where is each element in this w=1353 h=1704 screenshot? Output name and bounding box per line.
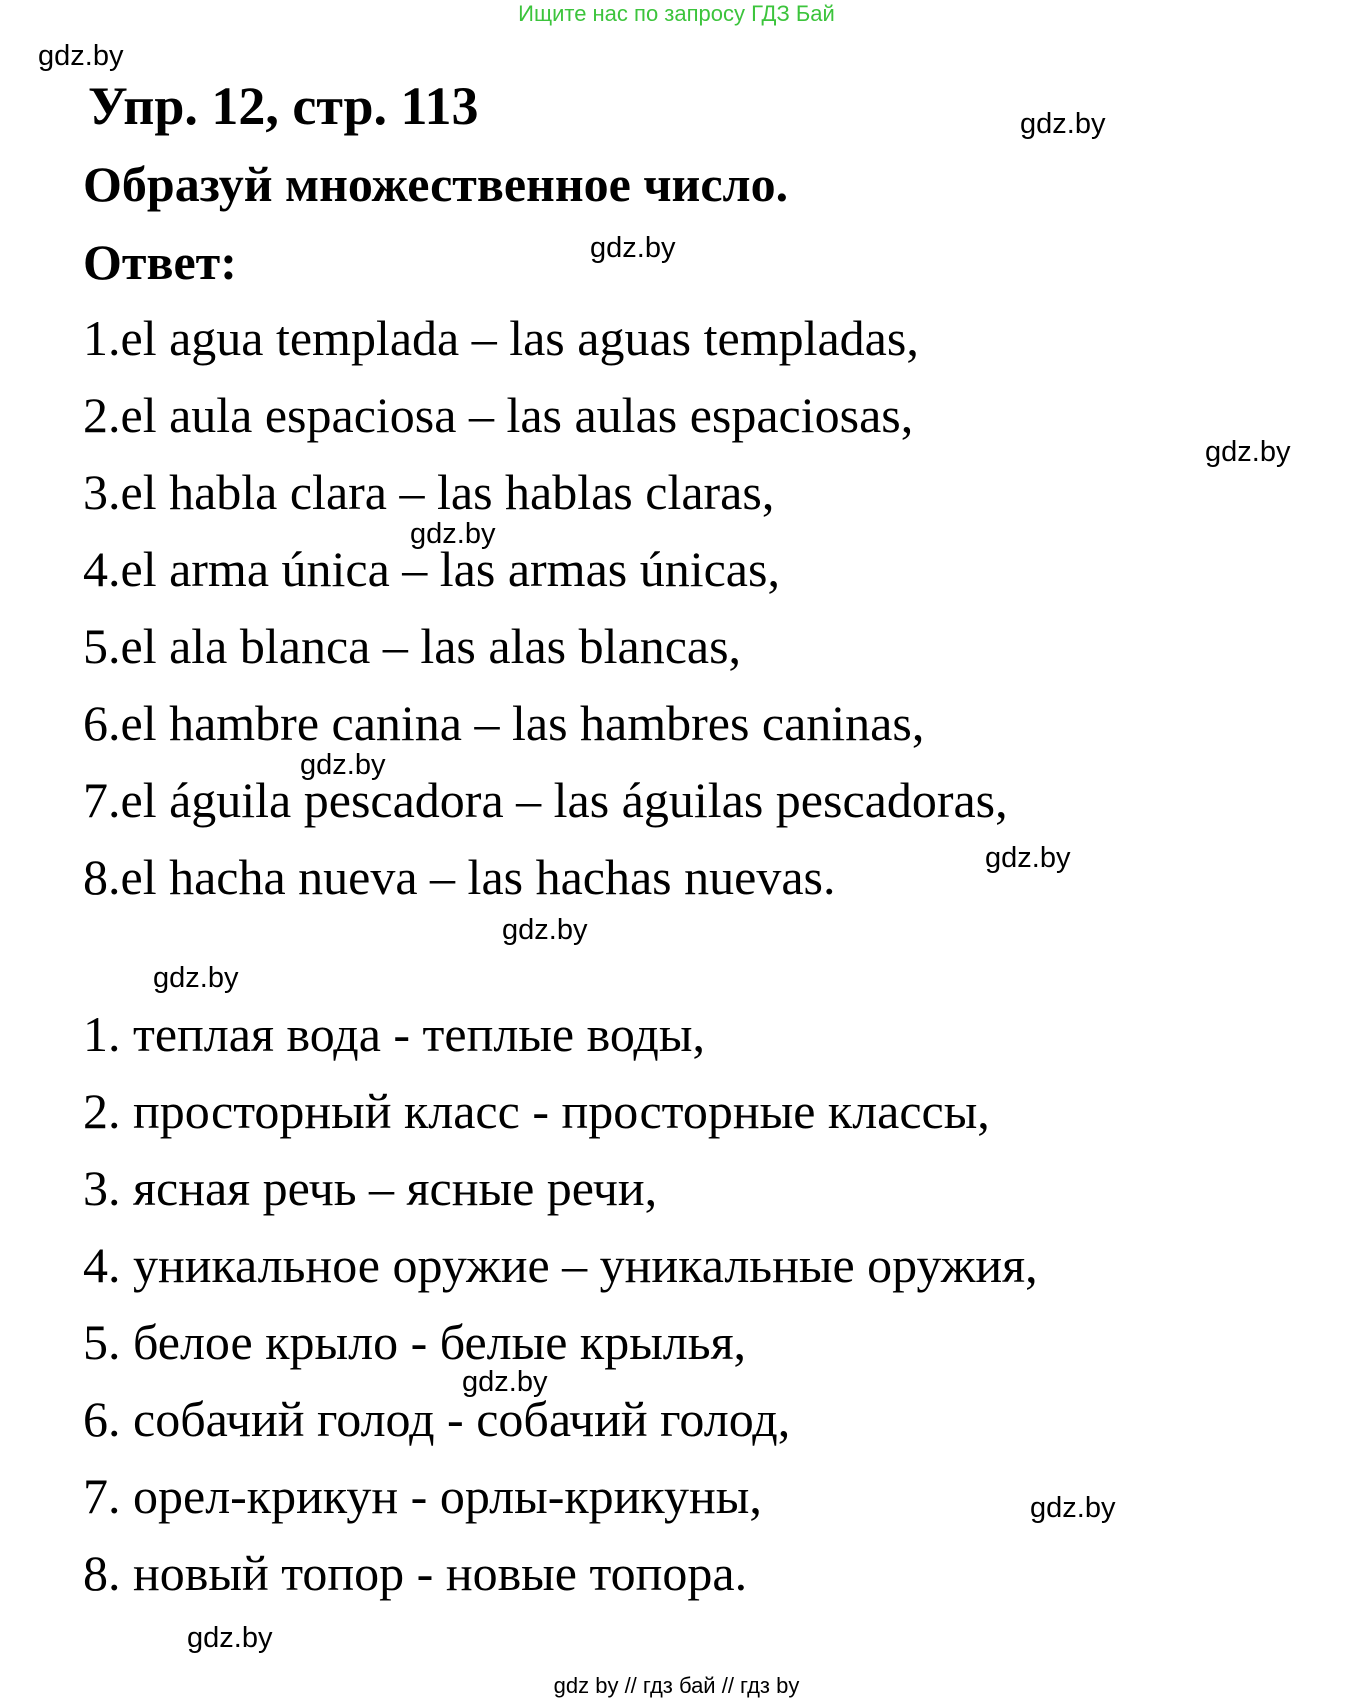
russian-line: 6. собачий голод - собачий голод,	[83, 1391, 791, 1447]
watermark: gdz.by	[410, 518, 496, 550]
watermark: gdz.by	[502, 914, 588, 946]
task-instruction: Образуй множественное число.	[83, 156, 789, 212]
watermark: gdz.by	[1020, 108, 1106, 140]
watermark: gdz.by	[590, 232, 676, 264]
spanish-line: 6.el hambre canina – las hambres caninas,	[83, 695, 925, 751]
watermark: gdz.by	[38, 40, 124, 72]
watermark: gdz.by	[1030, 1492, 1116, 1524]
russian-line: 5. белое крыло - белые крылья,	[83, 1314, 747, 1370]
russian-line: 4. уникальное оружие – уникальные оружия,	[83, 1237, 1038, 1293]
russian-line: 7. орел-крикун - орлы-крикуны,	[83, 1468, 762, 1524]
watermark: gdz.by	[1205, 436, 1291, 468]
spanish-line: 4.el arma única – las armas únicas,	[83, 541, 780, 597]
spanish-line: 8.el hacha nueva – las hachas nuevas.	[83, 849, 836, 905]
spanish-line: 2.el aula espaciosa – las aulas espaciosas,	[83, 387, 914, 443]
answer-label: Ответ:	[83, 234, 237, 290]
russian-line: 1. теплая вода - теплые воды,	[83, 1006, 705, 1062]
watermark: gdz.by	[985, 842, 1071, 874]
spanish-line: 3.el habla clara – las hablas claras,	[83, 464, 775, 520]
spanish-line: 1.el agua templada – las aguas templadas,	[83, 310, 919, 366]
russian-line: 8. новый топор - новые топора.	[83, 1545, 748, 1601]
spanish-line: 5.el ala blanca – las alas blancas,	[83, 618, 742, 674]
watermark: gdz.by	[153, 962, 239, 994]
watermark: gdz.by	[462, 1366, 548, 1398]
exercise-title: Упр. 12, стр. 113	[88, 76, 479, 136]
footer-links: gdz by // гдз бай // гдз by	[553, 1673, 800, 1698]
top-banner: Ищите нас по запросу ГДЗ Бай	[518, 1, 835, 26]
russian-line: 3. ясная речь – ясные речи,	[83, 1160, 658, 1216]
russian-line: 2. просторный класс - просторные классы,	[83, 1083, 990, 1139]
watermark: gdz.by	[187, 1622, 273, 1654]
spanish-line: 7.el águila pescadora – las águilas pescadoras,	[83, 772, 1008, 828]
watermark: gdz.by	[300, 749, 386, 781]
